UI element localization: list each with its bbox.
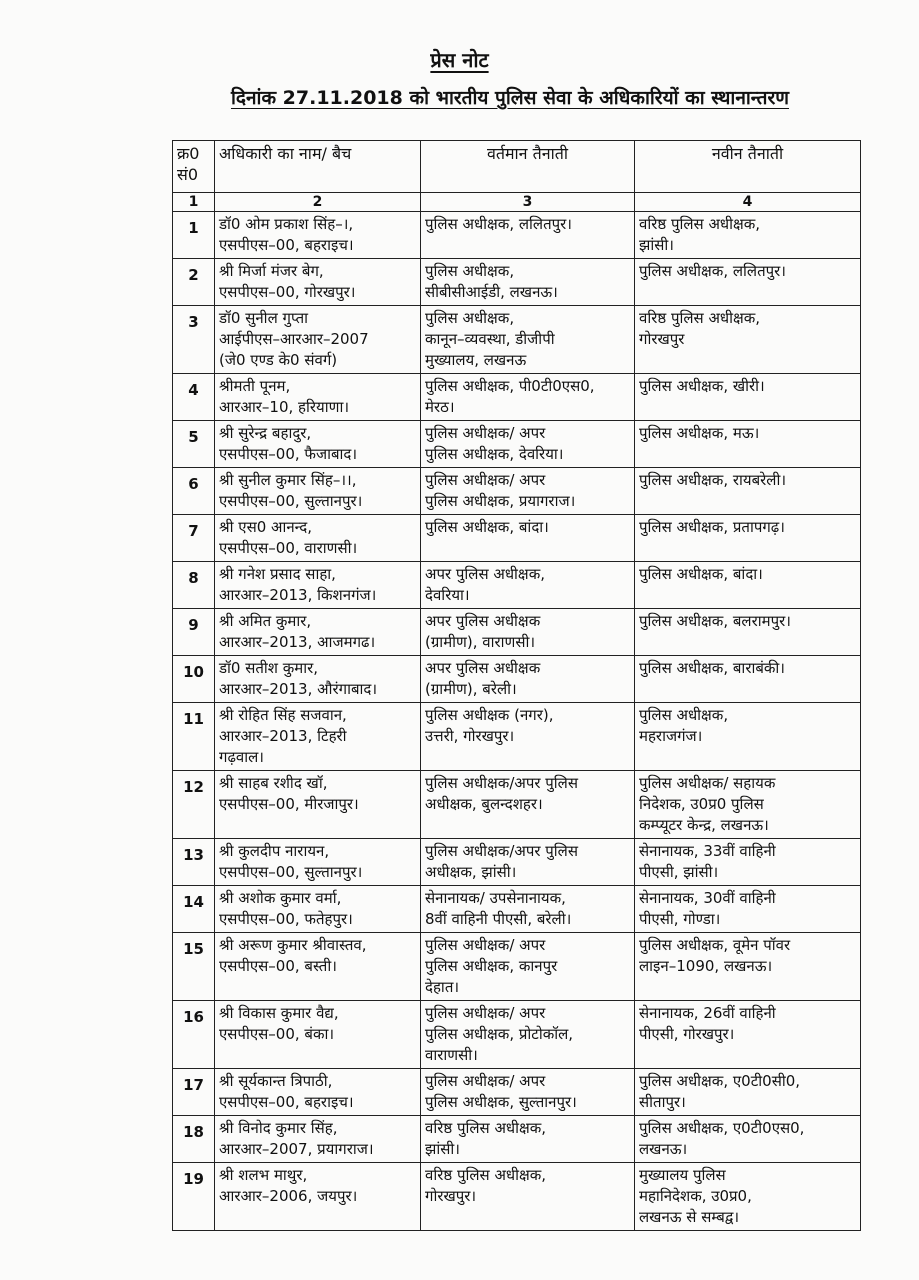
row-serial-number: 9 — [173, 609, 215, 656]
table-row — [173, 933, 861, 1001]
press-note-title: प्रेस नोट — [430, 48, 489, 72]
cell-line: गोरखपुर। — [425, 1187, 477, 1205]
new-posting-cell — [635, 1116, 861, 1163]
table-row — [173, 515, 861, 562]
cell-line: झांसी। — [425, 1140, 460, 1158]
cell-line: मुख्यालय पुलिस — [639, 1166, 726, 1184]
table-row — [173, 1069, 861, 1116]
row-serial-number: 14 — [173, 886, 215, 933]
cell-line: कम्प्यूटर केन्द्र, लखनऊ। — [639, 816, 769, 834]
cell-line: एसपीएस–00, बंका। — [219, 1025, 335, 1043]
cell-line: पुलिस अधीक्षक, देवरिया। — [425, 445, 564, 463]
new-posting-cell — [635, 212, 861, 259]
cell-line: उत्तरी, गोरखपुर। — [425, 727, 515, 745]
cell-line: एसपीएस–00, फैजाबाद। — [219, 445, 358, 463]
cell-line: मेरठ। — [425, 398, 455, 416]
cell-line: आरआर–2013, किशनगंज। — [219, 586, 377, 604]
cell-line: (ग्रामीण), बरेली। — [425, 680, 517, 698]
cell-line: पुलिस अधीक्षक, बाराबंकी। — [639, 659, 785, 677]
header-officer-name: अधिकारी का नाम/ बैच — [215, 141, 421, 193]
table-row — [173, 1001, 861, 1069]
cell-line: (ग्रामीण), वाराणसी। — [425, 633, 536, 651]
cell-line: पीएसी, झांसी। — [639, 863, 719, 881]
cell-line: पुलिस अधीक्षक, रायबरेली। — [639, 471, 787, 489]
current-posting-cell — [421, 1116, 635, 1163]
cell-line: पुलिस अधीक्षक, सुल्तानपुर। — [425, 1093, 577, 1111]
cell-line: श्री मिर्जा मंजर बेग, — [219, 262, 324, 280]
transfer-table — [172, 140, 861, 1231]
cell-line: वरिष्ठ पुलिस अधीक्षक, — [639, 309, 761, 327]
cell-line: देहात। — [425, 978, 460, 996]
current-posting-cell — [421, 212, 635, 259]
cell-line: महानिदेशक, उ0प्र0, — [639, 1187, 752, 1205]
row-serial-number: 15 — [173, 933, 215, 1001]
new-posting-cell — [635, 306, 861, 374]
cell-line: पुलिस अधीक्षक/ अपर — [425, 424, 546, 442]
cell-line: लखनऊ से सम्बद्व। — [639, 1208, 740, 1226]
new-posting-cell — [635, 771, 861, 839]
cell-line: श्री सुनील कुमार सिंह–।।, — [219, 471, 357, 489]
officer-name-cell — [215, 259, 421, 306]
table-row — [173, 306, 861, 374]
row-serial-number: 11 — [173, 703, 215, 771]
table-row — [173, 212, 861, 259]
officer-name-cell — [215, 839, 421, 886]
current-posting-cell — [421, 259, 635, 306]
table-row — [173, 703, 861, 771]
officer-name-cell — [215, 1116, 421, 1163]
cell-line: अधीक्षक, बुलन्दशहर। — [425, 795, 543, 813]
current-posting-cell — [421, 562, 635, 609]
cell-line: गढ़वाल। — [219, 748, 264, 766]
new-posting-cell — [635, 1001, 861, 1069]
row-serial-number: 18 — [173, 1116, 215, 1163]
column-number: 2 — [215, 193, 421, 212]
cell-line: पुलिस अधीक्षक, खीरी। — [639, 377, 765, 395]
officer-name-cell — [215, 374, 421, 421]
cell-line: कानून–व्यवस्था, डीजीपी — [425, 330, 555, 348]
cell-line: एसपीएस–00, सुल्तानपुर। — [219, 492, 363, 510]
cell-line: पुलिस अधीक्षक/ अपर — [425, 471, 546, 489]
officer-name-cell — [215, 771, 421, 839]
row-serial-number: 10 — [173, 656, 215, 703]
officer-name-cell — [215, 1001, 421, 1069]
cell-line: पुलिस अधीक्षक, बलरामपुर। — [639, 612, 791, 630]
cell-line: पुलिस अधीक्षक, वूमेन पॉवर — [639, 936, 791, 954]
cell-line: श्री कुलदीप नारायन, — [219, 842, 330, 860]
current-posting-cell — [421, 421, 635, 468]
current-posting-cell — [421, 839, 635, 886]
cell-line: एसपीएस–00, गोरखपुर। — [219, 283, 356, 301]
current-posting-cell — [421, 886, 635, 933]
new-posting-cell — [635, 421, 861, 468]
cell-line: अपर पुलिस अधीक्षक, — [425, 565, 545, 583]
cell-line: एसपीएस–00, फतेहपुर। — [219, 910, 353, 928]
officer-name-cell — [215, 468, 421, 515]
current-posting-cell — [421, 306, 635, 374]
table-row — [173, 468, 861, 515]
cell-line: श्री विकास कुमार वैद्य, — [219, 1004, 339, 1022]
cell-line: महराजगंज। — [639, 727, 703, 745]
cell-line: डॉ0 ओम प्रकाश सिंह–।, — [219, 215, 354, 233]
column-number: 1 — [173, 193, 215, 212]
current-posting-cell — [421, 771, 635, 839]
current-posting-cell — [421, 933, 635, 1001]
cell-line: झांसी। — [639, 236, 674, 254]
column-number: 3 — [421, 193, 635, 212]
cell-line: सीबीसीआईडी, लखनऊ। — [425, 283, 558, 301]
officer-name-cell — [215, 933, 421, 1001]
press-note-subtitle: दिनांक 27.11.2018 को भारतीय पुलिस सेवा के अधिकारियों का स्थानान्तरण — [230, 87, 789, 109]
new-posting-cell — [635, 886, 861, 933]
table-row — [173, 609, 861, 656]
officer-name-cell — [215, 515, 421, 562]
cell-line: पुलिस अधीक्षक/ सहायक — [639, 774, 776, 792]
cell-line: श्री गनेश प्रसाद साहा, — [219, 565, 336, 583]
officer-name-cell — [215, 609, 421, 656]
header-current-posting: वर्तमान तैनाती — [421, 141, 635, 193]
cell-line: पुलिस अधीक्षक, प्रयागराज। — [425, 492, 576, 510]
row-serial-number: 19 — [173, 1163, 215, 1231]
row-serial-number: 13 — [173, 839, 215, 886]
cell-line: सेनानायक, 30वीं वाहिनी — [639, 889, 776, 907]
cell-line: लखनऊ। — [639, 1140, 688, 1158]
cell-line: पुलिस अधीक्षक, पी0टी0एस0, — [425, 377, 595, 395]
cell-line: श्री एस0 आनन्द, — [219, 518, 313, 536]
cell-line: वरिष्ठ पुलिस अधीक्षक, — [425, 1166, 547, 1184]
cell-line: सेनानायक, 33वीं वाहिनी — [639, 842, 776, 860]
cell-line: मुख्यालय, लखनऊ — [425, 351, 527, 369]
table-row — [173, 421, 861, 468]
current-posting-cell — [421, 1001, 635, 1069]
cell-line: पुलिस अधीक्षक, ललितपुर। — [425, 215, 572, 233]
officer-name-cell — [215, 1163, 421, 1231]
table-row — [173, 771, 861, 839]
current-posting-cell — [421, 374, 635, 421]
row-serial-number: 16 — [173, 1001, 215, 1069]
cell-line: देवरिया। — [425, 586, 470, 604]
cell-line: एसपीएस–00, बस्ती। — [219, 957, 337, 975]
cell-line: पुलिस अधीक्षक, ए0टी0सी0, — [639, 1072, 801, 1090]
officer-name-cell — [215, 562, 421, 609]
current-posting-cell — [421, 609, 635, 656]
cell-line: पुलिस अधीक्षक/अपर पुलिस — [425, 774, 578, 792]
row-serial-number: 6 — [173, 468, 215, 515]
cell-line: एसपीएस–00, वाराणसी। — [219, 539, 358, 557]
new-posting-cell — [635, 1163, 861, 1231]
cell-line: आरआर–2013, औरंगाबाद। — [219, 680, 378, 698]
column-number: 4 — [635, 193, 861, 212]
new-posting-cell — [635, 374, 861, 421]
cell-line: पुलिस अधीक्षक/अपर पुलिस — [425, 842, 578, 860]
cell-line: (जे0 एण्ड के0 संवर्ग) — [219, 351, 338, 369]
cell-line: पुलिस अधीक्षक/ अपर — [425, 1072, 546, 1090]
cell-line: आरआर–2013, टिहरी — [219, 727, 347, 745]
header-new-posting: नवीन तैनाती — [635, 141, 861, 193]
cell-line: पुलिस अधीक्षक, ए0टी0एस0, — [639, 1119, 805, 1137]
officer-name-cell — [215, 1069, 421, 1116]
cell-line: पुलिस अधीक्षक, प्रतापगढ़। — [639, 518, 785, 536]
table-row — [173, 562, 861, 609]
cell-line: पुलिस अधीक्षक, प्रोटोकॉल, — [425, 1025, 574, 1043]
table-row — [173, 259, 861, 306]
cell-line: वाराणसी। — [425, 1046, 478, 1064]
officer-name-cell — [215, 886, 421, 933]
header-serial-number: क्र0 सं0 — [173, 141, 215, 193]
cell-line: श्री सुरेन्द्र बहादुर, — [219, 424, 312, 442]
cell-line: आरआर–10, हरियाणा। — [219, 398, 350, 416]
cell-line: सेनानायक, 26वीं वाहिनी — [639, 1004, 776, 1022]
cell-line: श्री विनोद कुमार सिंह, — [219, 1119, 338, 1137]
current-posting-cell — [421, 515, 635, 562]
cell-line: पुलिस अधीक्षक, — [425, 262, 515, 280]
current-posting-cell — [421, 703, 635, 771]
cell-line: पुलिस अधीक्षक (नगर), — [425, 706, 554, 724]
table-row — [173, 1116, 861, 1163]
current-posting-cell — [421, 656, 635, 703]
new-posting-cell — [635, 468, 861, 515]
cell-line: अधीक्षक, झांसी। — [425, 863, 517, 881]
cell-line: एसपीएस–00, बहराइच। — [219, 236, 354, 254]
row-serial-number: 5 — [173, 421, 215, 468]
cell-line: एसपीएस–00, सुल्तानपुर। — [219, 863, 363, 881]
new-posting-cell — [635, 562, 861, 609]
new-posting-cell — [635, 259, 861, 306]
current-posting-cell — [421, 1069, 635, 1116]
cell-line: पुलिस अधीक्षक, बांदा। — [425, 518, 549, 536]
cell-line: पुलिस अधीक्षक, मऊ। — [639, 424, 760, 442]
row-serial-number: 1 — [173, 212, 215, 259]
cell-line: निदेशक, उ0प्र0 पुलिस — [639, 795, 764, 813]
cell-line: पुलिस अधीक्षक, ललितपुर। — [639, 262, 786, 280]
cell-line: आरआर–2013, आजमगढ। — [219, 633, 376, 651]
cell-line: अपर पुलिस अधीक्षक — [425, 612, 541, 630]
new-posting-cell — [635, 839, 861, 886]
table-row — [173, 374, 861, 421]
cell-line: श्री अरूण कुमार श्रीवास्तव, — [219, 936, 367, 954]
cell-line: एसपीएस–00, मीरजापुर। — [219, 795, 359, 813]
cell-line: डॉ0 सुनील गुप्ता — [219, 309, 309, 327]
cell-line: पीएसी, गोण्डा। — [639, 910, 721, 928]
cell-line: सीतापुर। — [639, 1093, 686, 1111]
cell-line: लाइन–1090, लखनऊ। — [639, 957, 773, 975]
officer-name-cell — [215, 656, 421, 703]
cell-line: एसपीएस–00, बहराइच। — [219, 1093, 354, 1111]
cell-line: आरआर–2007, प्रयागराज। — [219, 1140, 374, 1158]
cell-line: श्री रोहित सिंह सजवान, — [219, 706, 347, 724]
officer-name-cell — [215, 306, 421, 374]
row-serial-number: 4 — [173, 374, 215, 421]
row-serial-number: 17 — [173, 1069, 215, 1116]
cell-line: पुलिस अधीक्षक, कानपुर — [425, 957, 558, 975]
row-serial-number: 7 — [173, 515, 215, 562]
transfer-rows — [173, 212, 861, 1231]
cell-line: श्री साहब रशीद खॉ, — [219, 774, 328, 792]
officer-name-cell — [215, 703, 421, 771]
cell-line: अपर पुलिस अधीक्षक — [425, 659, 541, 677]
table-row — [173, 656, 861, 703]
cell-line: श्री अशोक कुमार वर्मा, — [219, 889, 342, 907]
new-posting-cell — [635, 933, 861, 1001]
cell-line: पुलिस अधीक्षक, बांदा। — [639, 565, 763, 583]
cell-line: पुलिस अधीक्षक, — [425, 309, 515, 327]
new-posting-cell — [635, 515, 861, 562]
officer-name-cell — [215, 421, 421, 468]
row-serial-number: 8 — [173, 562, 215, 609]
row-serial-number: 2 — [173, 259, 215, 306]
cell-line: गोरखपुर — [639, 330, 685, 348]
cell-line: श्री सूर्यकान्त त्रिपाठी, — [219, 1072, 333, 1090]
cell-line: पीएसी, गोरखपुर। — [639, 1025, 735, 1043]
row-serial-number: 3 — [173, 306, 215, 374]
cell-line: वरिष्ठ पुलिस अधीक्षक, — [425, 1119, 547, 1137]
table-row — [173, 886, 861, 933]
cell-line: डॉ0 सतीश कुमार, — [219, 659, 319, 677]
new-posting-cell — [635, 1069, 861, 1116]
cell-line: वरिष्ठ पुलिस अधीक्षक, — [639, 215, 761, 233]
current-posting-cell — [421, 1163, 635, 1231]
cell-line: श्री अमित कुमार, — [219, 612, 312, 630]
cell-line: पुलिस अधीक्षक/ अपर — [425, 936, 546, 954]
cell-line: 8वीं वाहिनी पीएसी, बरेली। — [425, 910, 572, 928]
current-posting-cell — [421, 468, 635, 515]
row-serial-number: 12 — [173, 771, 215, 839]
new-posting-cell — [635, 609, 861, 656]
new-posting-cell — [635, 656, 861, 703]
table-row — [173, 1163, 861, 1231]
table-row — [173, 839, 861, 886]
officer-name-cell — [215, 212, 421, 259]
cell-line: पुलिस अधीक्षक/ अपर — [425, 1004, 546, 1022]
cell-line: श्रीमती पूनम, — [219, 377, 291, 395]
new-posting-cell — [635, 703, 861, 771]
cell-line: पुलिस अधीक्षक, — [639, 706, 729, 724]
cell-line: श्री शलभ माथुर, — [219, 1166, 308, 1184]
cell-line: सेनानायक/ उपसेनानायक, — [425, 889, 566, 907]
cell-line: आईपीएस–आरआर–2007 — [219, 330, 369, 348]
cell-line: आरआर–2006, जयपुर। — [219, 1187, 358, 1205]
